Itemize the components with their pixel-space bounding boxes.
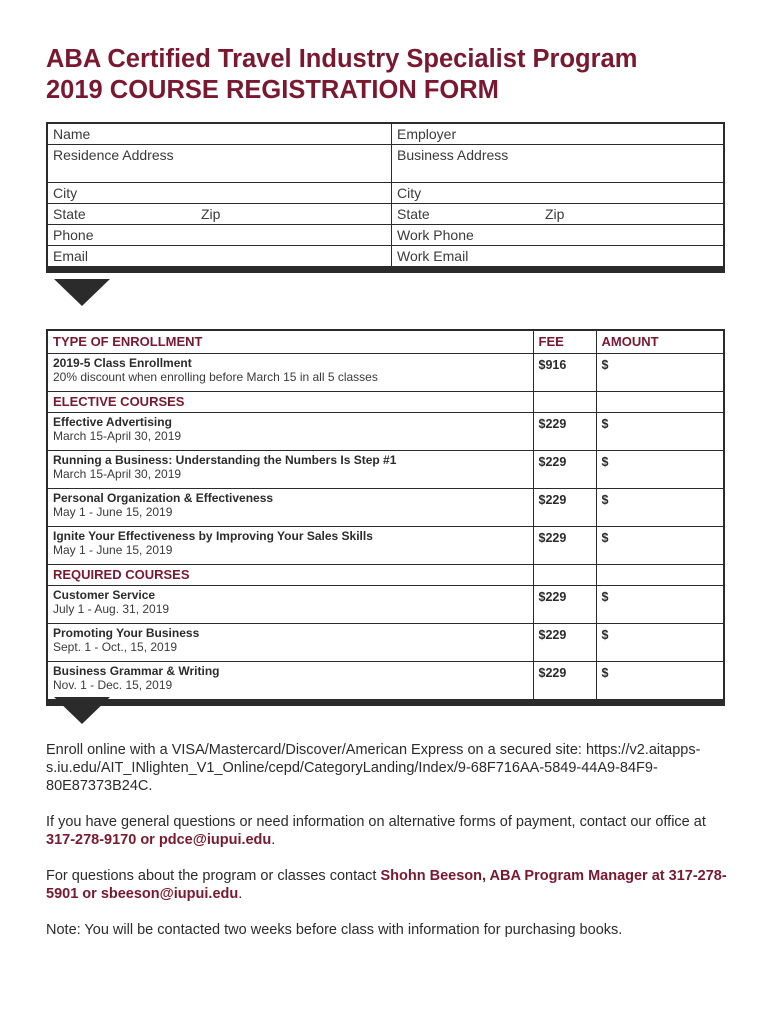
business-state-label: State	[397, 206, 430, 222]
arrow-down-icon	[54, 279, 110, 306]
course-amount-field[interactable]: $	[596, 586, 724, 624]
contact-info-table	[46, 122, 725, 268]
course-dates: Sept. 1 - Oct., 15, 2019	[53, 640, 178, 654]
course-fee: $229	[533, 527, 596, 565]
course-fee: $229	[533, 662, 596, 701]
course-detail: 20% discount when enrolling before March 15 in all 5 classes	[53, 370, 378, 384]
course-title: Business Grammar & Writing	[53, 664, 220, 678]
course-row	[47, 586, 724, 624]
course-title: Running a Business: Understanding the Numbers Is Step #1	[53, 453, 397, 467]
zip-label: Zip	[201, 206, 221, 222]
notes-section	[46, 741, 736, 957]
course-dates: March 15-April 30, 2019	[53, 429, 182, 443]
course-fee: $229	[533, 624, 596, 662]
required-courses-label: REQUIRED COURSES	[47, 565, 533, 586]
course-fee: $229	[533, 489, 596, 527]
course-amount-field[interactable]: $	[596, 354, 724, 392]
contact-info-section	[46, 122, 725, 273]
work-email-field[interactable]: Work Email	[392, 246, 725, 268]
business-zip-label: Zip	[545, 206, 565, 222]
course-dates: March 15-April 30, 2019	[53, 467, 182, 481]
office-contact-link[interactable]: 317-278-9170 or pdce@iupui.edu	[46, 832, 272, 848]
course-amount-field[interactable]: $	[596, 624, 724, 662]
course-title: Personal Organization & Effectiveness	[53, 491, 274, 505]
name-field[interactable]: Name	[47, 123, 392, 145]
course-dates: Nov. 1 - Dec. 15, 2019	[53, 678, 173, 692]
page-title-line2: 2019 COURSE REGISTRATION FORM	[46, 76, 499, 104]
enrollment-url-link[interactable]: https://v2.aitapps-s.iu.edu/AIT_INlighten_V1_Online/cepd/CategoryLanding/Index/9-68F716AA-5849-44A9-84F9-80E87373B24C.	[46, 742, 701, 794]
course-title: Customer Service	[53, 588, 156, 602]
city-field[interactable]: City	[47, 183, 392, 204]
course-row	[47, 413, 724, 451]
course-title: Promoting Your Business	[53, 626, 200, 640]
email-field[interactable]: Email	[47, 246, 392, 268]
amount-header: AMOUNT	[596, 330, 724, 354]
page-title-line1: ABA Certified Travel Industry Specialist Program	[46, 45, 638, 73]
employer-field[interactable]: Employer	[392, 123, 725, 145]
course-fee: $229	[533, 586, 596, 624]
course-title: Effective Advertising	[53, 415, 172, 429]
course-row	[47, 451, 724, 489]
course-fee: $229	[533, 451, 596, 489]
course-row	[47, 624, 724, 662]
course-fee: $916	[533, 354, 596, 392]
required-courses-row	[47, 565, 724, 586]
course-dates: July 1 - Aug. 31, 2019	[53, 602, 170, 616]
work-phone-field[interactable]: Work Phone	[392, 225, 725, 246]
class-enrollment-row	[47, 354, 724, 392]
course-amount-field[interactable]: $	[596, 489, 724, 527]
state-zip-field[interactable]	[47, 204, 392, 225]
online-enrollment-note: Enroll online with a VISA/Mastercard/Discover/American Express on a secured site: https://v2.aitapps-s.iu.edu/AIT_INlighten_V1_Online/cepd/CategoryLanding/Index/9-68F716AA-5849-44A9-84F9-80E87373B24C.	[46, 742, 701, 794]
table-shadow-bar	[46, 701, 725, 706]
course-amount-field[interactable]: $	[596, 662, 724, 701]
course-dates: May 1 - June 15, 2019	[53, 543, 173, 557]
arrow-down-icon	[54, 697, 110, 724]
elective-courses-label: ELECTIVE COURSES	[47, 392, 533, 413]
course-row	[47, 489, 724, 527]
business-city-field[interactable]: City	[392, 183, 725, 204]
course-fee: $229	[533, 413, 596, 451]
program-questions-note: For questions about the program or classes contact Shohn Beeson, ABA Program Manager at 317-278-5901 or sbeeson@iupui.edu.	[46, 868, 727, 902]
page-title	[46, 44, 637, 106]
elective-courses-row	[47, 392, 724, 413]
state-label: State	[53, 206, 86, 222]
type-of-enrollment-header: TYPE OF ENROLLMENT	[47, 330, 533, 354]
course-title: Ignite Your Effectiveness by Improving Your Sales Skills	[53, 529, 373, 543]
business-address-field[interactable]: Business Address	[392, 145, 725, 183]
enrollment-section	[46, 329, 725, 706]
course-row	[47, 527, 724, 565]
course-row	[47, 662, 724, 701]
program-manager-contact-link[interactable]: Shohn Beeson, ABA Program Manager at 317-278-5901 or sbeeson@iupui.edu	[46, 868, 727, 902]
business-state-zip-field[interactable]	[392, 204, 725, 225]
books-note: Note: You will be contacted two weeks before class with information for purchasing books.	[46, 922, 623, 938]
table-shadow-bar	[46, 268, 725, 273]
course-amount-field[interactable]: $	[596, 451, 724, 489]
general-questions-note: If you have general questions or need information on alternative forms of payment, contact our office at 317-278-9170 or pdce@iupui.edu.	[46, 814, 706, 848]
course-title: 2019-5 Class Enrollment	[53, 356, 192, 370]
enrollment-header-row	[47, 330, 724, 354]
enrollment-table	[46, 329, 725, 701]
residence-address-field[interactable]: Residence Address	[47, 145, 392, 183]
phone-field[interactable]: Phone	[47, 225, 392, 246]
course-amount-field[interactable]: $	[596, 527, 724, 565]
course-amount-field[interactable]: $	[596, 413, 724, 451]
fee-header: FEE	[533, 330, 596, 354]
course-dates: May 1 - June 15, 2019	[53, 505, 173, 519]
